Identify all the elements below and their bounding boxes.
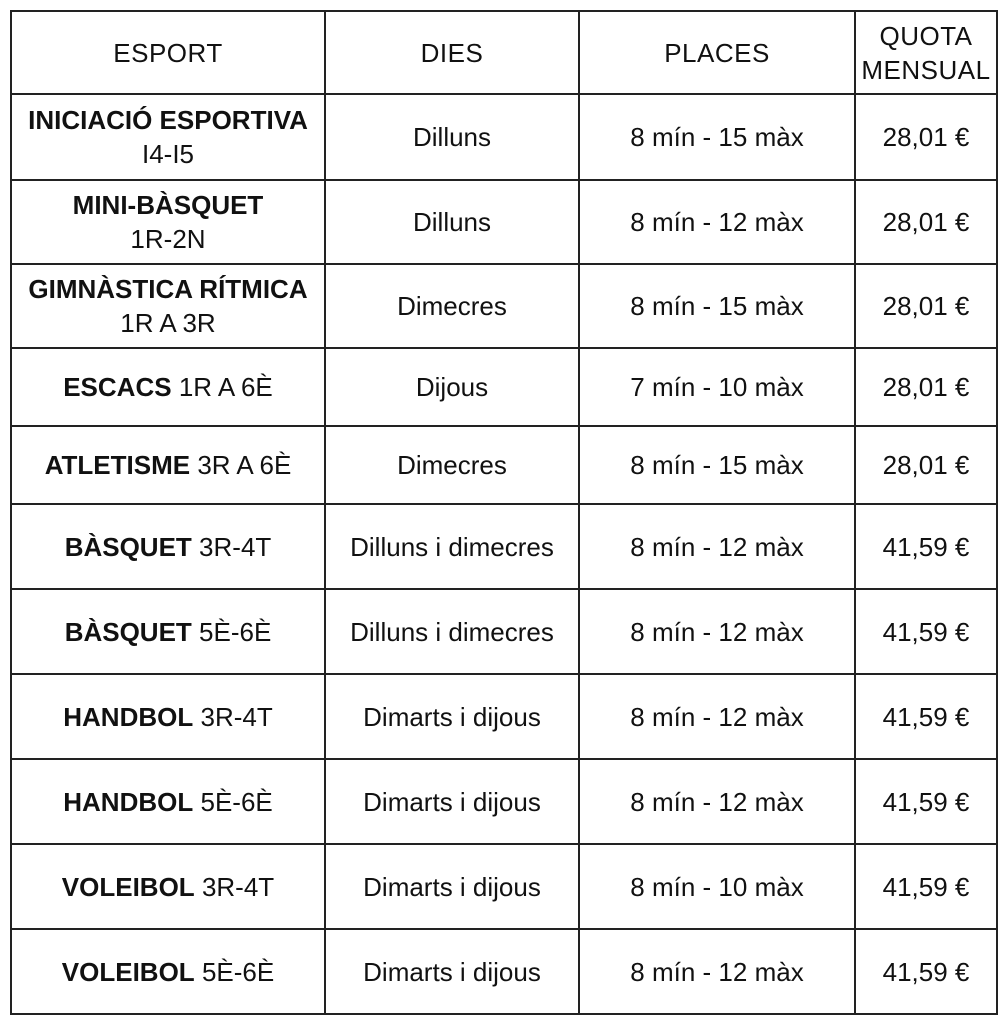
sport-cell bbox=[11, 844, 325, 929]
sport-name: BÀSQUET bbox=[64, 531, 192, 562]
fee-cell: 28,01 € bbox=[855, 264, 997, 348]
sport-cell bbox=[11, 264, 325, 348]
sport-cell bbox=[11, 426, 325, 504]
fee-cell: 41,59 € bbox=[855, 504, 997, 589]
sport-cell bbox=[11, 94, 325, 180]
fee-cell: 28,01 € bbox=[855, 426, 997, 504]
places-cell: 7 mín - 10 màx bbox=[579, 348, 855, 426]
sport-name: ATLETISME bbox=[44, 450, 191, 480]
sport-level: 3R-4T bbox=[200, 701, 273, 732]
sport-cell bbox=[11, 504, 325, 589]
sport-name: INICIACIÓ ESPORTIVA bbox=[28, 105, 308, 135]
table-row bbox=[11, 426, 997, 504]
activities-table bbox=[10, 10, 998, 1015]
table-header bbox=[11, 11, 997, 94]
table-row bbox=[11, 844, 997, 929]
days-cell: Dilluns i dimecres bbox=[325, 589, 579, 674]
places-cell: 8 mín - 12 màx bbox=[579, 180, 855, 264]
fee-cell: 41,59 € bbox=[855, 929, 997, 1014]
sport-name: VOLEIBOL bbox=[61, 871, 195, 902]
sport-level: 1R A 6È bbox=[178, 372, 273, 402]
table-row bbox=[11, 348, 997, 426]
header-sport: ESPORT bbox=[11, 11, 325, 94]
header-fee-line1: QUOTA bbox=[879, 20, 973, 51]
fee-cell: 41,59 € bbox=[855, 844, 997, 929]
table-row bbox=[11, 589, 997, 674]
days-cell: Dimarts i dijous bbox=[325, 674, 579, 759]
header-places: PLACES bbox=[579, 11, 855, 94]
header-fee bbox=[855, 11, 997, 94]
sport-level: 3R A 6È bbox=[197, 450, 292, 480]
sport-name: VOLEIBOL bbox=[61, 956, 195, 987]
days-cell: Dimarts i dijous bbox=[325, 759, 579, 844]
sport-cell bbox=[11, 759, 325, 844]
header-days: DIES bbox=[325, 11, 579, 94]
sport-level: 1R A 3R bbox=[120, 308, 216, 338]
places-cell: 8 mín - 10 màx bbox=[579, 844, 855, 929]
places-cell: 8 mín - 12 màx bbox=[579, 674, 855, 759]
sport-level: 5È-6È bbox=[200, 786, 273, 817]
sport-name: MINI-BÀSQUET bbox=[72, 190, 264, 220]
table-row bbox=[11, 504, 997, 589]
fee-cell: 41,59 € bbox=[855, 674, 997, 759]
sport-name: HANDBOL bbox=[63, 786, 194, 817]
sport-name: GIMNÀSTICA RÍTMICA bbox=[28, 274, 308, 304]
sport-level: 3R-4T bbox=[199, 531, 272, 562]
places-cell: 8 mín - 12 màx bbox=[579, 504, 855, 589]
table-row bbox=[11, 929, 997, 1014]
days-cell: Dilluns i dimecres bbox=[325, 504, 579, 589]
table-body bbox=[11, 94, 997, 1014]
places-cell: 8 mín - 15 màx bbox=[579, 94, 855, 180]
days-cell: Dilluns bbox=[325, 180, 579, 264]
fee-cell: 28,01 € bbox=[855, 94, 997, 180]
places-cell: 8 mín - 12 màx bbox=[579, 589, 855, 674]
days-cell: Dijous bbox=[325, 348, 579, 426]
sport-level: I4-I5 bbox=[141, 139, 195, 169]
days-cell: Dimecres bbox=[325, 426, 579, 504]
days-cell: Dilluns bbox=[325, 94, 579, 180]
places-cell: 8 mín - 15 màx bbox=[579, 264, 855, 348]
fee-cell: 41,59 € bbox=[855, 759, 997, 844]
table-row bbox=[11, 264, 997, 348]
sport-cell bbox=[11, 348, 325, 426]
places-cell: 8 mín - 12 màx bbox=[579, 929, 855, 1014]
sport-level: 5È-6È bbox=[199, 616, 272, 647]
sport-cell bbox=[11, 929, 325, 1014]
fee-cell: 28,01 € bbox=[855, 348, 997, 426]
sport-name: ESCACS bbox=[63, 372, 172, 402]
sport-name: BÀSQUET bbox=[64, 616, 192, 647]
days-cell: Dimecres bbox=[325, 264, 579, 348]
table-row bbox=[11, 94, 997, 180]
sport-cell bbox=[11, 589, 325, 674]
header-row bbox=[11, 11, 997, 94]
sport-cell bbox=[11, 674, 325, 759]
header-fee-line2: MENSUAL bbox=[861, 54, 991, 85]
table-row bbox=[11, 180, 997, 264]
sport-name: HANDBOL bbox=[63, 701, 194, 732]
fee-cell: 28,01 € bbox=[855, 180, 997, 264]
sport-cell bbox=[11, 180, 325, 264]
table-row bbox=[11, 759, 997, 844]
sport-level: 5È-6È bbox=[201, 956, 275, 987]
days-cell: Dimarts i dijous bbox=[325, 929, 579, 1014]
sport-level: 3R-4T bbox=[201, 871, 275, 902]
sport-level: 1R-2N bbox=[130, 224, 206, 254]
days-cell: Dimarts i dijous bbox=[325, 844, 579, 929]
places-cell: 8 mín - 12 màx bbox=[579, 759, 855, 844]
places-cell: 8 mín - 15 màx bbox=[579, 426, 855, 504]
table-row bbox=[11, 674, 997, 759]
fee-cell: 41,59 € bbox=[855, 589, 997, 674]
